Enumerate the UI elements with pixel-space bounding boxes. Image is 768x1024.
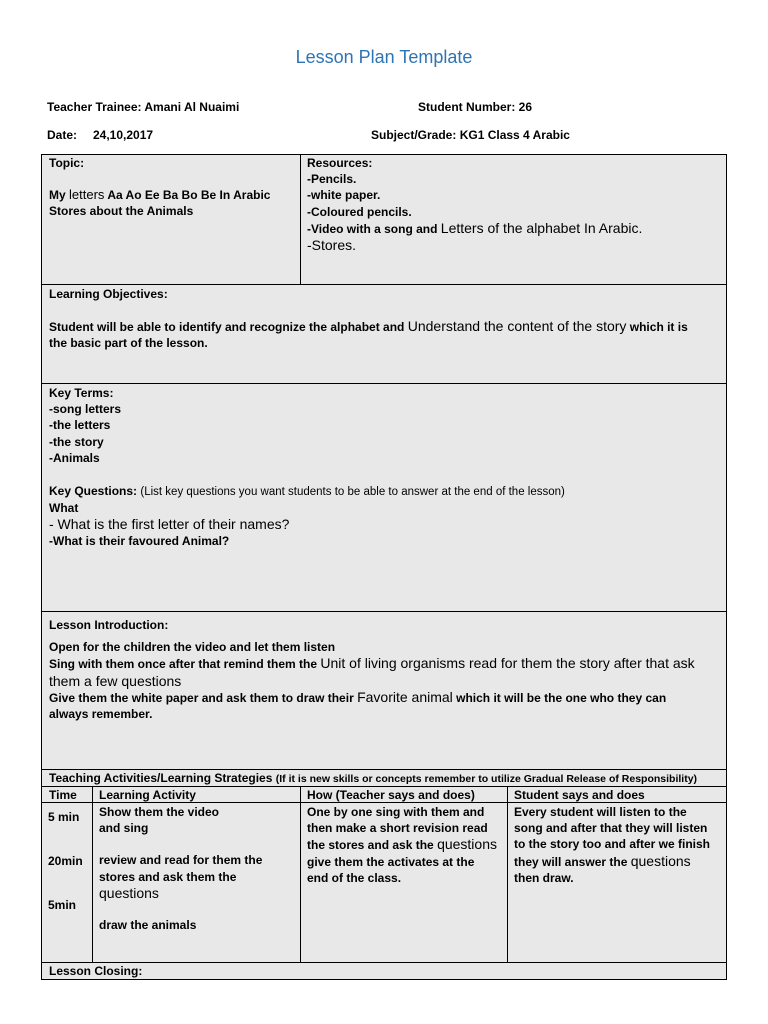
key-term-item: -song letters	[49, 402, 122, 417]
objectives-text-d: the basic part of the lesson.	[49, 336, 208, 351]
topic-cell	[49, 155, 270, 220]
resource-stores: -Stores.	[307, 237, 357, 254]
student-line-4a: they will answer the	[514, 854, 628, 869]
how-cell	[307, 804, 497, 886]
how-line: One by one sing with them and	[307, 805, 485, 819]
student-line: song and after that they will listen	[514, 821, 708, 836]
resources-label: Resources:	[307, 156, 373, 170]
date-label: Date:	[47, 128, 78, 142]
key-term-item: -Animals	[49, 450, 100, 465]
time-1: 5 min	[48, 810, 80, 824]
activity-line: draw the animals	[99, 918, 197, 933]
col-header-time: Time	[49, 788, 77, 802]
topic-line1-b: letters	[69, 187, 105, 203]
closing-label: Lesson Closing:	[49, 964, 143, 978]
how-line-3a: the stores and ask the	[307, 838, 434, 853]
topic-line1-c: Aa Ao Ee Ba Bo Be In Arabic	[107, 188, 271, 203]
student-cell	[514, 804, 710, 886]
col-header-activity: Learning Activity	[99, 788, 196, 802]
resource-item: -white paper.	[307, 188, 381, 203]
intro-line-1: Open for the children the video and let them listen	[49, 640, 336, 655]
objectives-text-b: Understand the content of the story	[407, 318, 627, 335]
student-number: Student Number: 26	[418, 100, 533, 114]
activity-line: and sing	[99, 821, 149, 836]
how-line: end of the class.	[307, 870, 402, 885]
key-terms-cell	[49, 385, 565, 549]
student-line-4b: questions	[630, 852, 691, 869]
introduction-cell	[49, 617, 695, 722]
activities-note: (If it is new skills or concepts remember to utilize Gradual Release of Responsibility)	[275, 773, 698, 785]
resource-item: -Pencils.	[307, 172, 357, 187]
subject-grade: Subject/Grade: KG1 Class 4 Arabic	[371, 128, 570, 142]
student-line: Every student will listen to the	[514, 805, 687, 819]
how-line-3b: questions	[437, 836, 497, 853]
topic-label: Topic:	[49, 156, 85, 170]
resource-video-b: Letters of the alphabet In Arabic.	[440, 219, 643, 236]
activities-header	[49, 770, 697, 787]
col-header-how: How (Teacher says and does)	[307, 788, 475, 802]
objectives-text-a: Student will be able to identify and recognize the alphabet and	[49, 320, 405, 335]
activity-cell	[99, 804, 262, 933]
resource-video-a: -Video with a song and	[307, 221, 438, 236]
how-line: give them the activates at the	[307, 854, 475, 869]
key-question-2: -What is their favoured Animal?	[49, 533, 230, 548]
objectives-cell	[49, 286, 688, 352]
how-line: then make a short revision read	[307, 821, 488, 836]
key-questions-what: What	[49, 501, 79, 516]
date-value: 24,10,2017	[93, 128, 154, 142]
activity-line: Show them the video	[99, 805, 220, 819]
page-title: Lesson Plan Template	[295, 47, 473, 67]
topic-line1-a: My	[49, 188, 66, 203]
col-header-student: Student says and does	[514, 788, 645, 802]
intro-line-5: always remember.	[49, 707, 153, 722]
objectives-text-c: which it is	[629, 320, 688, 335]
activity-line: review and read for them the	[99, 853, 263, 868]
objectives-label: Learning Objectives:	[49, 287, 168, 301]
topic-line2: Stores about the Animals	[49, 204, 194, 219]
key-terms-label: Key Terms:	[49, 386, 114, 400]
activities-label: Teaching Activities/Learning Strategies	[49, 771, 273, 785]
resources-cell	[307, 155, 642, 253]
intro-line-4b: Favorite animal	[357, 688, 453, 705]
key-questions-hint: (List key questions you want students to be able to answer at the end of the lesson)	[140, 486, 565, 499]
time-2: 20min	[48, 854, 83, 868]
intro-line-2b: Unit of living organisms read for them the story after that ask	[320, 655, 695, 672]
student-line: then draw.	[514, 870, 574, 885]
activity-line: questions	[99, 884, 159, 901]
resource-item: -Coloured pencils.	[307, 204, 412, 219]
introduction-label: Lesson Introduction:	[49, 618, 169, 632]
teacher-trainee: Teacher Trainee: Amani Al Nuaimi	[47, 100, 240, 114]
key-question-1: - What is the first letter of their names?	[49, 516, 290, 533]
student-line: to the story too and after we finish	[514, 837, 711, 852]
key-questions-label: Key Questions:	[49, 484, 138, 499]
intro-line-2a: Sing with them once after that remind them the	[49, 657, 318, 672]
intro-line-4a: Give them the white paper and ask them to draw their	[49, 690, 354, 705]
activity-line: stores and ask them the	[99, 869, 237, 884]
intro-line-3: them a few questions	[49, 672, 182, 689]
time-3: 5min	[48, 898, 77, 912]
key-term-item: -the story	[49, 434, 104, 449]
key-term-item: -the letters	[49, 418, 111, 433]
intro-line-4c: which it will be the one who they can	[456, 690, 667, 705]
